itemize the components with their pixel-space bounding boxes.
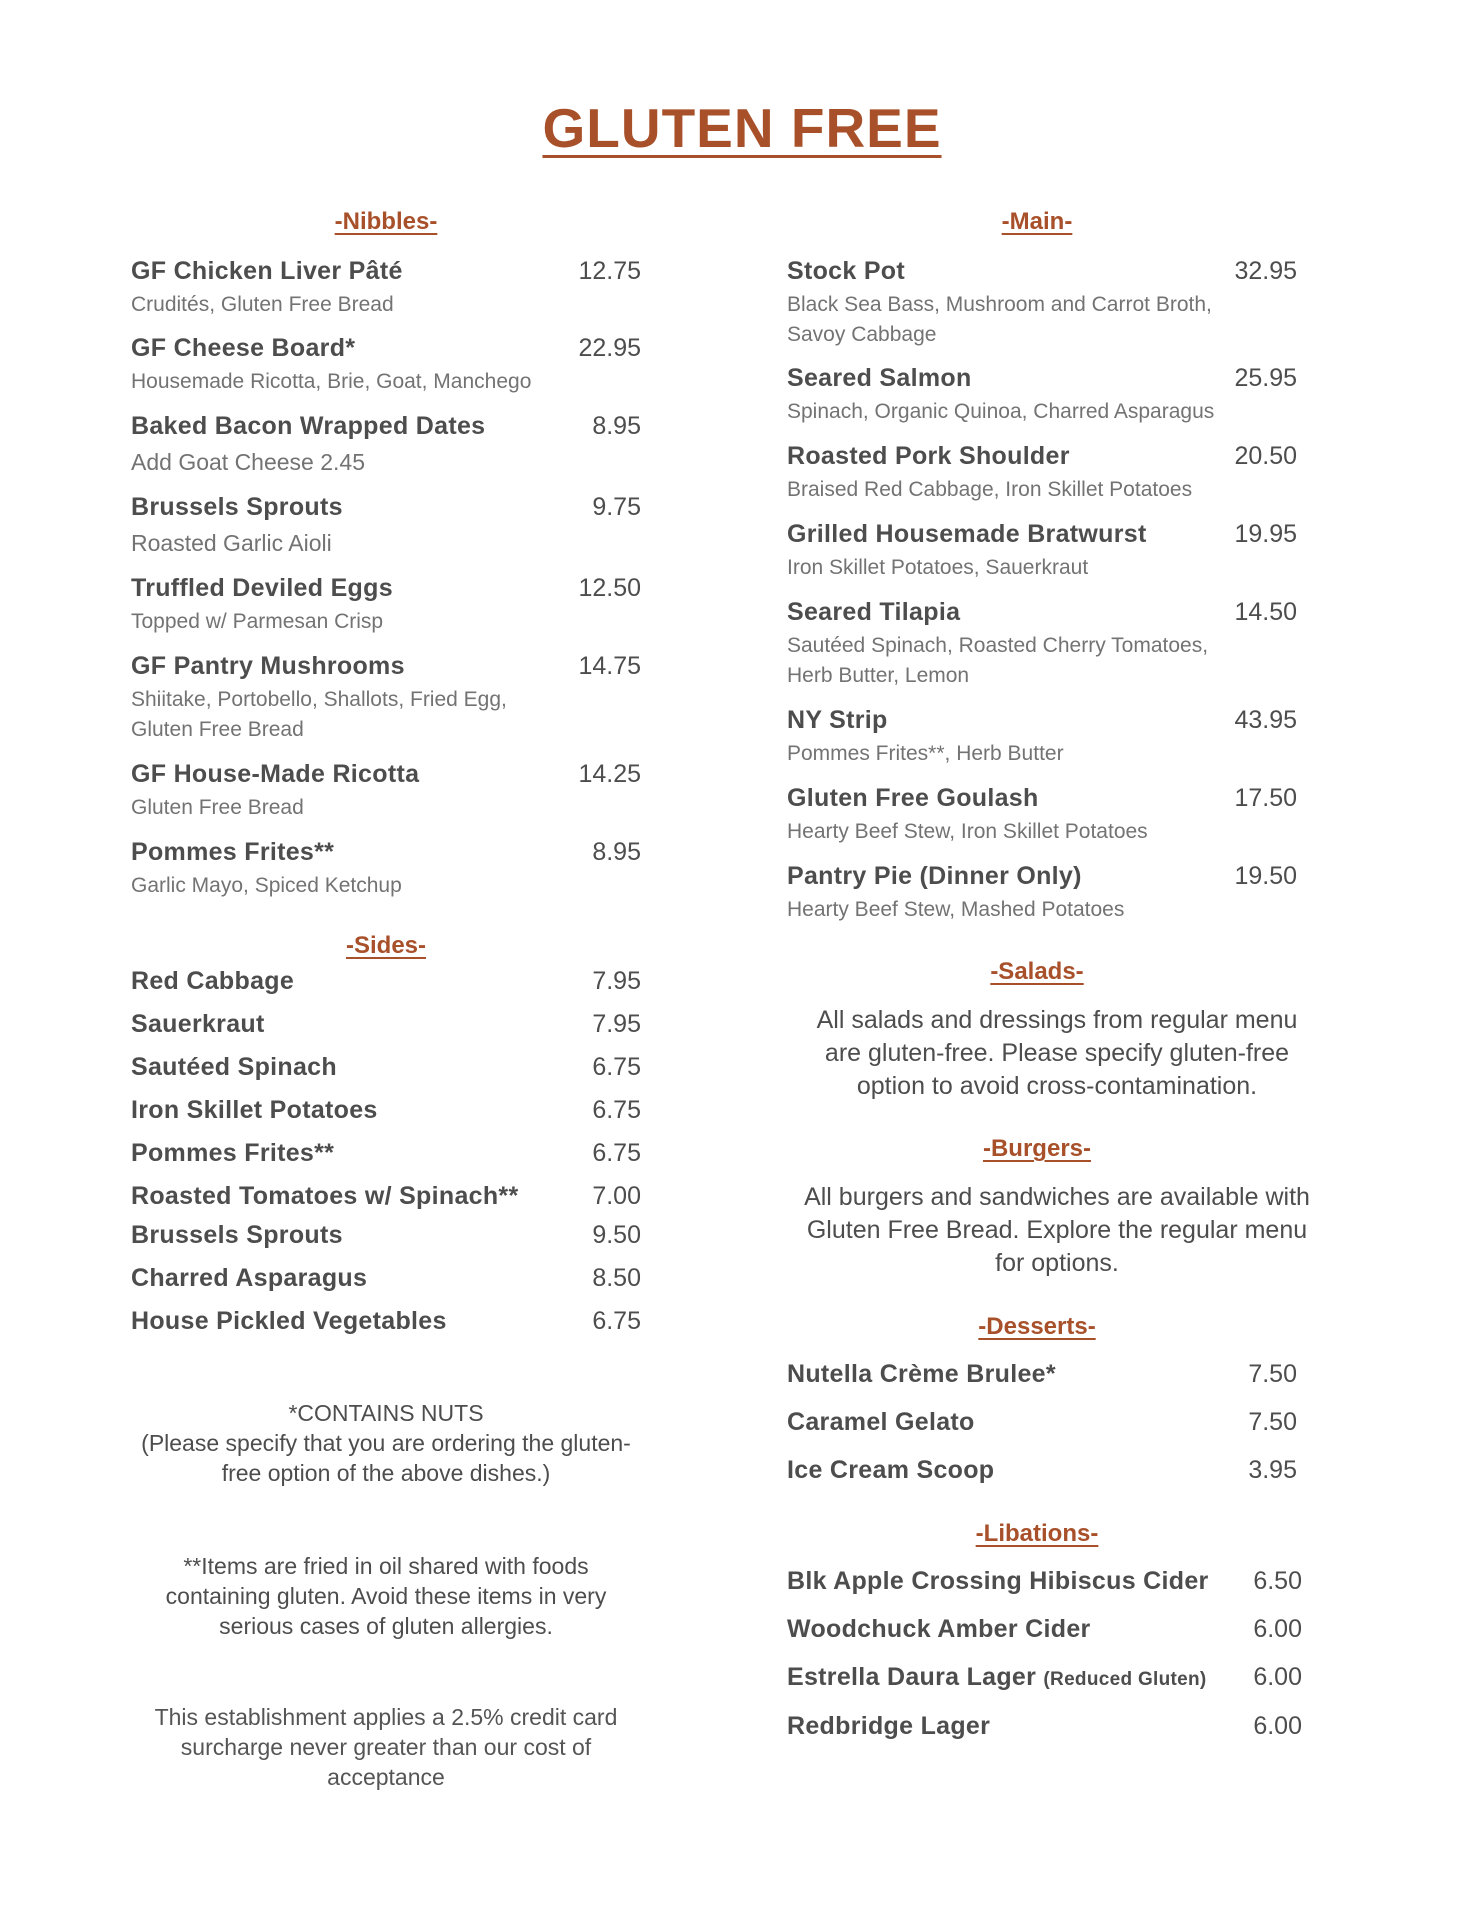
menu-item [787, 706, 1347, 769]
item-price: 19.95 [1234, 520, 1297, 548]
item-name: Sauerkraut [131, 1010, 265, 1038]
para-line: are gluten-free. Please specify gluten-free [824, 1039, 1290, 1067]
item-name: Roasted Tomatoes w/ Spinach** [131, 1182, 519, 1210]
item-name: Pantry Pie (Dinner Only) [787, 862, 1082, 890]
item-name: Blk Apple Crossing Hibiscus Cider [787, 1567, 1209, 1595]
main-heading: -Main- [1001, 208, 1073, 235]
item-price: 7.00 [592, 1182, 641, 1210]
item-desc: Add Goat Cheese 2.45 [131, 449, 365, 475]
side-item [131, 1221, 641, 1250]
item-name: Red Cabbage [131, 967, 295, 995]
menu-item [131, 412, 641, 477]
para-line: for options. [995, 1249, 1119, 1277]
item-price: 8.50 [592, 1264, 641, 1292]
item-price: 6.00 [1253, 1615, 1302, 1643]
para-line: option to avoid cross-contamination. [856, 1072, 1258, 1100]
menu-item [787, 520, 1347, 583]
item-price: 14.25 [578, 760, 641, 788]
item-desc: Shiitake, Portobello, Shallots, Fried Egg, [131, 688, 507, 711]
item-price: 6.50 [1253, 1567, 1302, 1595]
item-price: 32.95 [1234, 257, 1297, 285]
note-line: free option of the above dishes.) [221, 1460, 551, 1486]
note-line: serious cases of gluten allergies. [219, 1613, 553, 1639]
item-price: 12.75 [578, 257, 641, 285]
item-name: GF Cheese Board* [131, 334, 356, 362]
item-price: 7.95 [592, 1010, 641, 1038]
item-price: 22.95 [578, 334, 641, 362]
note-line: This establishment applies a 2.5% credit card [154, 1704, 618, 1730]
item-name: Woodchuck Amber Cider [787, 1615, 1091, 1643]
dessert-item [787, 1408, 1347, 1437]
item-desc: Braised Red Cabbage, Iron Skillet Potatoes [787, 478, 1193, 501]
item-desc: Savoy Cabbage [787, 323, 937, 346]
item-price: 9.50 [592, 1221, 641, 1249]
item-name: Ice Cream Scoop [787, 1456, 995, 1484]
libations-heading: -Libations- [975, 1520, 1099, 1547]
libation-item [787, 1615, 1347, 1644]
item-name: Caramel Gelato [787, 1408, 975, 1436]
item-name: Sautéed Spinach [131, 1053, 337, 1081]
item-name: Brussels Sprouts [131, 493, 343, 521]
libation-name: Estrella Daura Lager [787, 1663, 1037, 1691]
menu-item [131, 493, 641, 558]
note-line: **Items are fried in oil shared with foods [183, 1553, 589, 1579]
item-price: 7.50 [1248, 1360, 1297, 1388]
para-line: All burgers and sandwiches are available with [804, 1183, 1310, 1211]
item-name: Nutella Crème Brulee* [787, 1360, 1056, 1388]
item-desc: Herb Butter, Lemon [787, 664, 970, 687]
item-desc: Hearty Beef Stew, Mashed Potatoes [787, 898, 1125, 921]
item-name: Truffled Deviled Eggs [131, 574, 393, 602]
item-price: 6.00 [1253, 1712, 1302, 1740]
side-item [131, 1010, 641, 1039]
item-desc: Crudités, Gluten Free Bread [131, 293, 394, 316]
item-price: 9.75 [592, 493, 641, 521]
side-item [131, 1139, 641, 1168]
item-price: 19.50 [1234, 862, 1297, 890]
item-name: Pommes Frites** [131, 838, 335, 866]
menu-item [131, 257, 641, 320]
note-line: (Please specify that you are ordering the gluten- [141, 1430, 631, 1456]
item-desc: Housemade Ricotta, Brie, Goat, Manchego [131, 370, 532, 393]
side-item [131, 1053, 641, 1082]
item-name: NY Strip [787, 706, 888, 734]
item-desc: Pommes Frites**, Herb Butter [787, 742, 1064, 765]
item-desc: Spinach, Organic Quinoa, Charred Asparagus [787, 400, 1215, 423]
menu-item [131, 334, 641, 397]
dessert-item [787, 1360, 1347, 1389]
item-name: GF Chicken Liver Pâté [131, 257, 403, 285]
item-name: Gluten Free Goulash [787, 784, 1039, 812]
item-price: 8.95 [592, 838, 641, 866]
item-price: 6.75 [592, 1096, 641, 1124]
menu-item [131, 760, 641, 823]
item-name: Baked Bacon Wrapped Dates [131, 412, 486, 440]
para-line: Gluten Free Bread. Explore the regular menu [806, 1216, 1308, 1244]
note-line: acceptance [327, 1764, 445, 1790]
item-name: Brussels Sprouts [131, 1221, 343, 1249]
nibbles-heading: -Nibbles- [334, 208, 438, 235]
desserts-heading: -Desserts- [978, 1313, 1096, 1340]
item-name: Roasted Pork Shoulder [787, 442, 1070, 470]
item-desc: Gluten Free Bread [131, 718, 304, 741]
item-price: 7.50 [1248, 1408, 1297, 1436]
item-desc: Black Sea Bass, Mushroom and Carrot Broth, [787, 293, 1212, 316]
menu-item [131, 574, 641, 637]
menu-item [787, 364, 1347, 427]
item-price: 12.50 [578, 574, 641, 602]
item-price: 20.50 [1234, 442, 1297, 470]
item-desc: Topped w/ Parmesan Crisp [131, 610, 384, 633]
menu-item [787, 862, 1347, 925]
item-name: Grilled Housemade Bratwurst [787, 520, 1147, 548]
libation-item [787, 1567, 1347, 1596]
item-name: Seared Salmon [787, 364, 972, 392]
dessert-item [787, 1456, 1347, 1485]
item-price: 14.75 [578, 652, 641, 680]
side-item [131, 967, 641, 996]
item-name: GF House-Made Ricotta [131, 760, 420, 788]
para-line: All salads and dressings from regular menu [816, 1006, 1298, 1034]
menu-title: GLUTEN FREE [542, 97, 942, 159]
nuts-note [131, 1398, 641, 1488]
side-item [131, 1182, 641, 1211]
side-item [131, 1264, 641, 1293]
item-name: Stock Pot [787, 257, 905, 285]
libation-item [787, 1663, 1347, 1692]
item-price: 6.75 [592, 1307, 641, 1335]
item-name: Redbridge Lager [787, 1712, 991, 1740]
salads-text [777, 1004, 1337, 1103]
side-item [131, 1307, 641, 1336]
note-line: containing gluten. Avoid these items in very [165, 1583, 607, 1609]
item-name: Iron Skillet Potatoes [131, 1096, 378, 1124]
fried-note [131, 1551, 641, 1641]
item-desc: Sautéed Spinach, Roasted Cherry Tomatoes, [787, 634, 1209, 657]
menu-item [131, 838, 641, 901]
libation-note: (Reduced Gluten) [1043, 1669, 1207, 1690]
item-name: Seared Tilapia [787, 598, 961, 626]
item-price: 25.95 [1234, 364, 1297, 392]
item-name: GF Pantry Mushrooms [131, 652, 405, 680]
menu-item [131, 652, 641, 745]
burgers-text [777, 1181, 1337, 1280]
item-name: House Pickled Vegetables [131, 1307, 447, 1335]
item-price: 6.00 [1253, 1663, 1302, 1691]
item-price: 8.95 [592, 412, 641, 440]
surcharge-note [131, 1702, 641, 1792]
menu-item [787, 784, 1347, 847]
item-desc: Iron Skillet Potatoes, Sauerkraut [787, 556, 1089, 579]
item-price: 43.95 [1234, 706, 1297, 734]
libation-item [787, 1712, 1347, 1741]
item-name: Pommes Frites** [131, 1139, 335, 1167]
item-desc: Garlic Mayo, Spiced Ketchup [131, 874, 402, 897]
menu-item [787, 598, 1347, 691]
item-desc: Gluten Free Bread [131, 796, 304, 819]
item-price: 17.50 [1234, 784, 1297, 812]
item-name: Charred Asparagus [131, 1264, 368, 1292]
note-line: *CONTAINS NUTS [288, 1400, 484, 1426]
item-price: 6.75 [592, 1053, 641, 1081]
item-price: 7.95 [592, 967, 641, 995]
item-desc: Roasted Garlic Aioli [131, 530, 332, 556]
note-line: surcharge never greater than our cost of [180, 1734, 592, 1760]
salads-heading: -Salads- [990, 958, 1084, 985]
item-price: 14.50 [1234, 598, 1297, 626]
burgers-heading: -Burgers- [982, 1135, 1091, 1162]
item-desc: Hearty Beef Stew, Iron Skillet Potatoes [787, 820, 1148, 843]
side-item [131, 1096, 641, 1125]
item-price: 6.75 [592, 1139, 641, 1167]
menu-item [787, 442, 1347, 505]
sides-heading: -Sides- [345, 932, 426, 959]
item-price: 3.95 [1248, 1456, 1297, 1484]
menu-item [787, 257, 1347, 350]
